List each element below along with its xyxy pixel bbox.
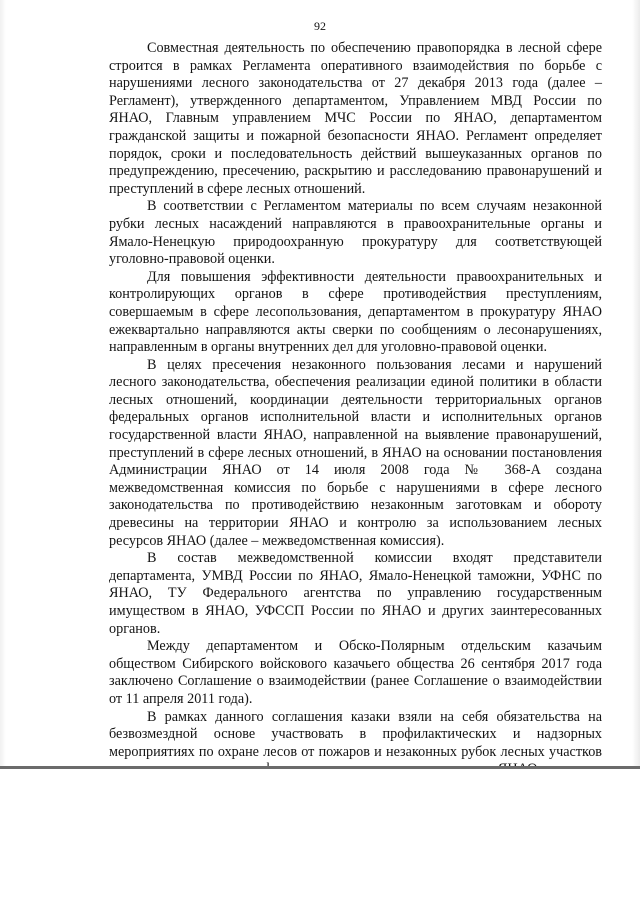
- paragraph-cossack-agreement: Между департаментом и Обско-Полярным отдельским казачьим обществом Сибирского войскового казачьего общества 26 сентября 2017 года заключено Соглашение о взаимодействии (ранее Соглашение о взаимодействии от 11 апреля 2011 года).: [109, 638, 602, 707]
- paragraph-illegal-logging: В соответствии с Регламентом материалы по всем случаям незаконной рубки лесных насаждений направляются в правоохранительные органы и Ямало-Ненецкую природоохранную прокуратуру для соответствующей уголовно-правовой оценки.: [109, 198, 602, 268]
- paragraph-efficiency: Для повышения эффективности деятельности правоохранительных и контролирующих органов в сфере противодействия преступлениям, совершаемым в сфере лесопользования, департаментом в прокуратуру ЯНАО ежеквартально направляются акты сверки по сообщениям о лесонарушениях, направленным в органы внутренних дел для уголовно-правовой оценки.: [109, 268, 602, 356]
- paragraph-regulation: Совместная деятельность по обеспечению правопорядка в лесной сфере строится в рамках Регламента оперативного взаимодействия по борьбе с нарушениями лесного законодательства от 27 декабря 2013 года (далее – Регламент), утвержденного департаментом, Управлением МВД России по ЯНАО, Главным управлением МЧС России по ЯНАО, департаментом гражданской защиты и пожарной безопасности ЯНАО. Регламент определяет порядок, сроки и последовательность действий вышеуказанных органов по предупреждению, пресечению, раскрытию и расследованию правонарушений и преступлений в сфере лесных отношений.: [109, 40, 602, 197]
- paragraph-commission-members: В состав межведомственной комиссии входят представители департамента, УМВД России по ЯНАО, Ямало-Ненецкой таможни, УФНС по ЯНАО, ТУ Федерального агентства по управлению государственным имуществом в ЯНАО, УФССП России по ЯНАО и других заинтересованных органов.: [109, 550, 602, 637]
- document-body: [109, 40, 602, 814]
- paragraph-cossack-obligations: В рамках данного соглашения казаки взяли на себя обязательства на безвозмездной основе участвовать в профилактических и надзорных мероприятиях по охране лесов от пожаров и незаконных рубок лесных участков: [109, 708, 602, 760]
- page-number: 92: [314, 19, 326, 33]
- blank-margin: [0, 769, 640, 905]
- paragraph-commission-created: В целях пресечения незаконного пользования лесами и нарушений лесного законодательства, обеспечения реализации единой политики в области лесных отношений, координации деятельности территориальных органов федеральных органов исполнительной власти и исполнительных органов государственной власти ЯНАО, направленной на выявление правонарушений, преступлений в сфере лесных отношений, в ЯНАО на основании постановления Администрации ЯНАО от 14 июля 2008 года № 368-А создана межведомственная комиссия по борьбе с нарушениями в сфере лесного законодательства по противодействию незаконным заготовкам и обороту древесины на территории ЯНАО и контролю за использованием лесных ресурсов ЯНАО (далее – межведомственная комиссия).: [109, 356, 602, 549]
